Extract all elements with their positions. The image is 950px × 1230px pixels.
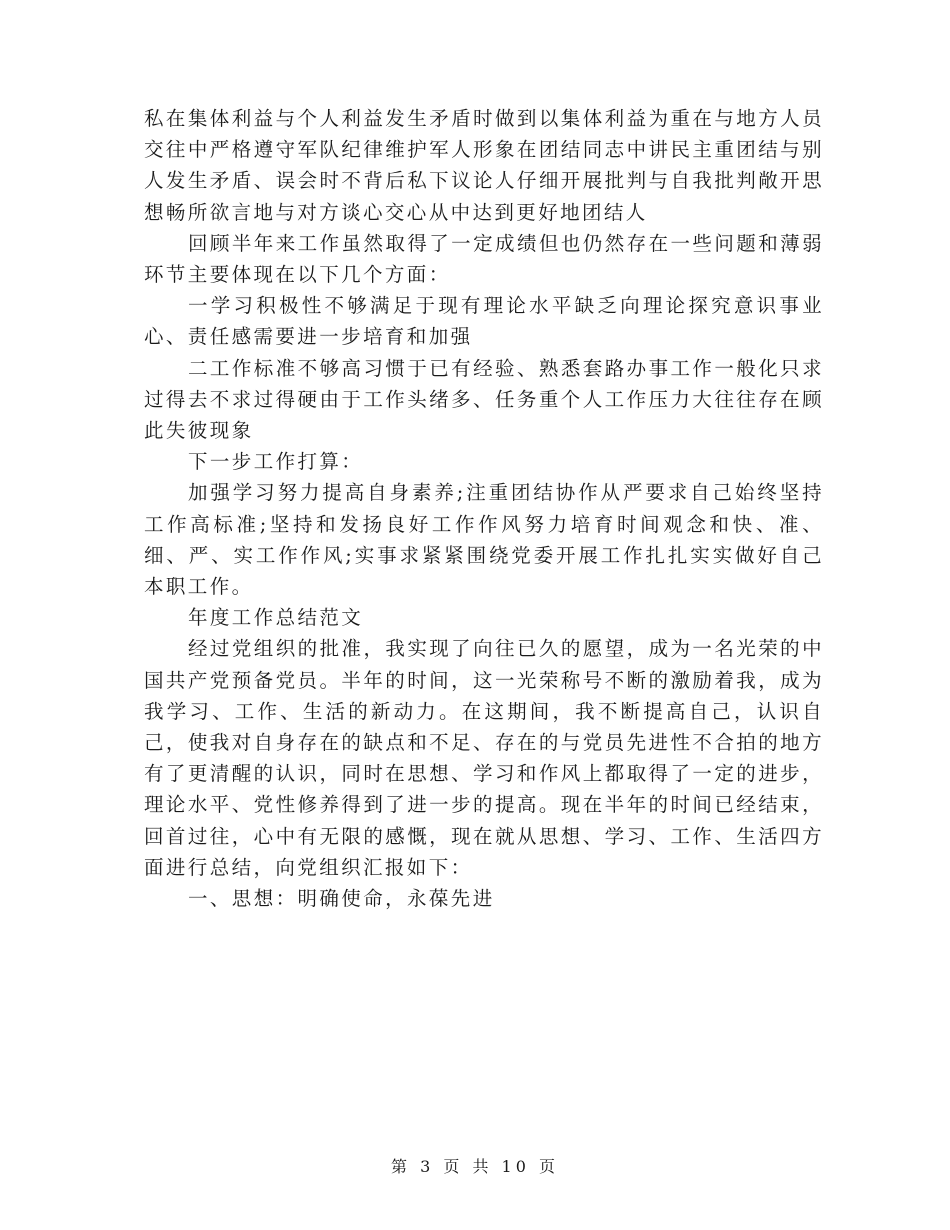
paragraph-8: 经过党组织的批准，我实现了向往已久的愿望，成为一名光荣的中国共产党预备党员。半年的时间，这一光荣称号不断的激励着我，成为我学习、工作、生活的新动力。在这期间，我不断提高自己，认识自己，使我对自身存在的缺点和不足、存在的与党员先进性不合拍的地方有了更清醒的认识，同时在思想、学习和作风上都取得了一定的进步，理论水平、党性修养得到了进一步的提高。现在半年的时间已经结束，回首过往，心中有无限的感慨，现在就从思想、学习、工作、生活四方面进行总结，向党组织汇报如下： (144, 637, 824, 879)
paragraph-3: 一学习积极性不够满足于现有理论水平缺乏向理论探究意识事业心、责任感需要进一步培育和加强 (144, 294, 824, 349)
paragraph-2: 回顾半年来工作虽然取得了一定成绩但也仍然存在一些问题和薄弱环节主要体现在以下几个方面： (144, 231, 824, 287)
document-body (144, 103, 824, 914)
paragraph-5: 下一步工作打算： (188, 450, 364, 474)
paragraph-6: 加强学习努力提高自身素养;注重团结协作从严要求自己始终坚持工作高标准;坚持和发扬良好工作作风努力培育时间观念和快、准、细、严、实工作作风;实事求紧紧围绕党委开展工作扎扎实实做好自己本职工作。 (144, 481, 824, 599)
paragraph-1: 私在集体利益与个人利益发生矛盾时做到以集体利益为重在与地方人员交往中严格遵守军队纪律维护军人形象在团结同志中讲民主重团结与别人发生矛盾、误会时不背后私下议论人仔细开展批判与自我批判敞开思想畅所欲言地与对方谈心交心从中达到更好地团结人 (144, 107, 824, 224)
subsection-heading: 一、思想：明确使命，永葆先进 (188, 887, 495, 911)
page-number-footer: 第 3 页 共 10 页 (391, 1157, 559, 1176)
section-heading: 年度工作总结范文 (188, 606, 364, 630)
paragraph-4: 二工作标准不够高习惯于已有经验、熟悉套路办事工作一般化只求过得去不求过得硬由于工作头绪多、任务重个人工作压力大往往存在顾此失彼现象 (144, 356, 824, 443)
